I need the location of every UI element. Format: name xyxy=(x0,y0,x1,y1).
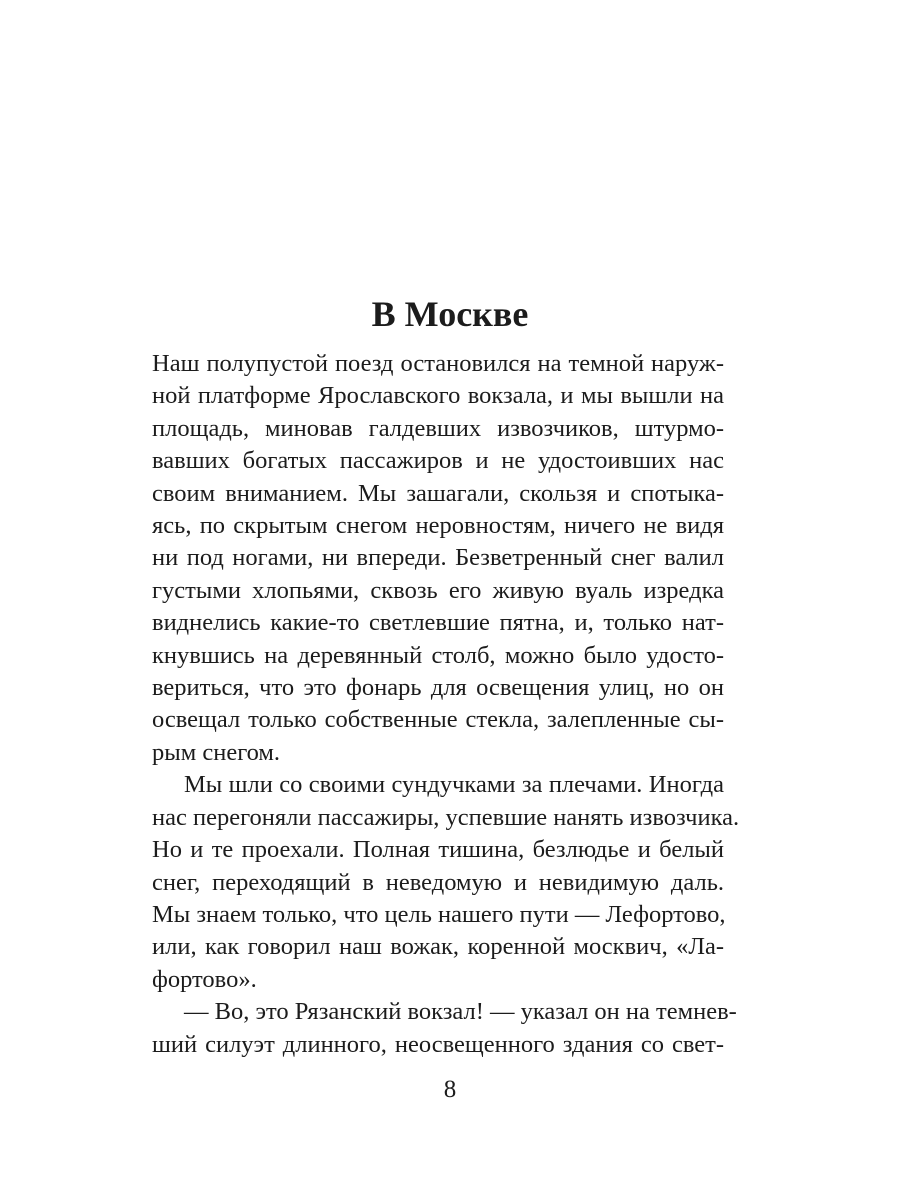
chapter-title: В Москве xyxy=(371,294,529,334)
body-text xyxy=(152,348,740,1061)
page-number: 8 xyxy=(443,1076,457,1103)
text-line: Мы шли со своими сундучками за плечами. Иногда xyxy=(184,771,724,799)
text-line: фортово». xyxy=(152,965,257,993)
text-line: — Во, это Рязанский вокзал! — указал он на темнев- xyxy=(184,998,737,1026)
text-line: рым снегом. xyxy=(152,738,281,766)
text-line: ясь, по скрытым снегом неровностям, ничего не видя xyxy=(152,512,724,540)
paragraph-1 xyxy=(152,348,724,769)
text-line: освещал только собственные стекла, залепленные сы- xyxy=(152,706,724,734)
text-line: Но и те проехали. Полная тишина, безлюдье и белый xyxy=(152,836,724,864)
paragraph-3 xyxy=(152,996,737,1061)
text-line: вавших богатых пассажиров и не удостоивших нас xyxy=(152,447,724,475)
text-line: или, как говорил наш вожак, коренной москвич, «Ла- xyxy=(152,933,724,961)
text-line: ной платформе Ярославского вокзала, и мы вышли на xyxy=(152,382,724,410)
paragraph-2 xyxy=(152,769,740,996)
text-line: ший силуэт длинного, неосвещенного здания со свет- xyxy=(152,1030,724,1058)
text-line: Мы знаем только, что цель нашего пути — Лефортово, xyxy=(152,900,726,928)
text-line: густыми хлопьями, сквозь его живую вуаль изредка xyxy=(152,576,724,604)
text-line: снег, переходящий в неведомую и невидимую даль. xyxy=(152,868,724,896)
text-line: своим вниманием. Мы зашагали, скользя и спотыка- xyxy=(152,479,724,507)
text-line: вериться, что это фонарь для освещения улиц, но он xyxy=(152,674,724,702)
text-line: Наш полупустой поезд остановился на темной наруж- xyxy=(152,350,724,377)
text-line: нас перегоняли пассажиры, успевшие нанять извозчика. xyxy=(152,803,740,831)
text-line: площадь, миновав галдевших извозчиков, штурмо- xyxy=(152,414,724,442)
text-line: кнувшись на деревянный столб, можно было удосто- xyxy=(152,641,724,669)
text-line: ни под ногами, ни впереди. Безветренный снег валил xyxy=(152,544,724,572)
text-line: виднелись какие-то светлевшие пятна, и, только нат- xyxy=(152,609,724,637)
